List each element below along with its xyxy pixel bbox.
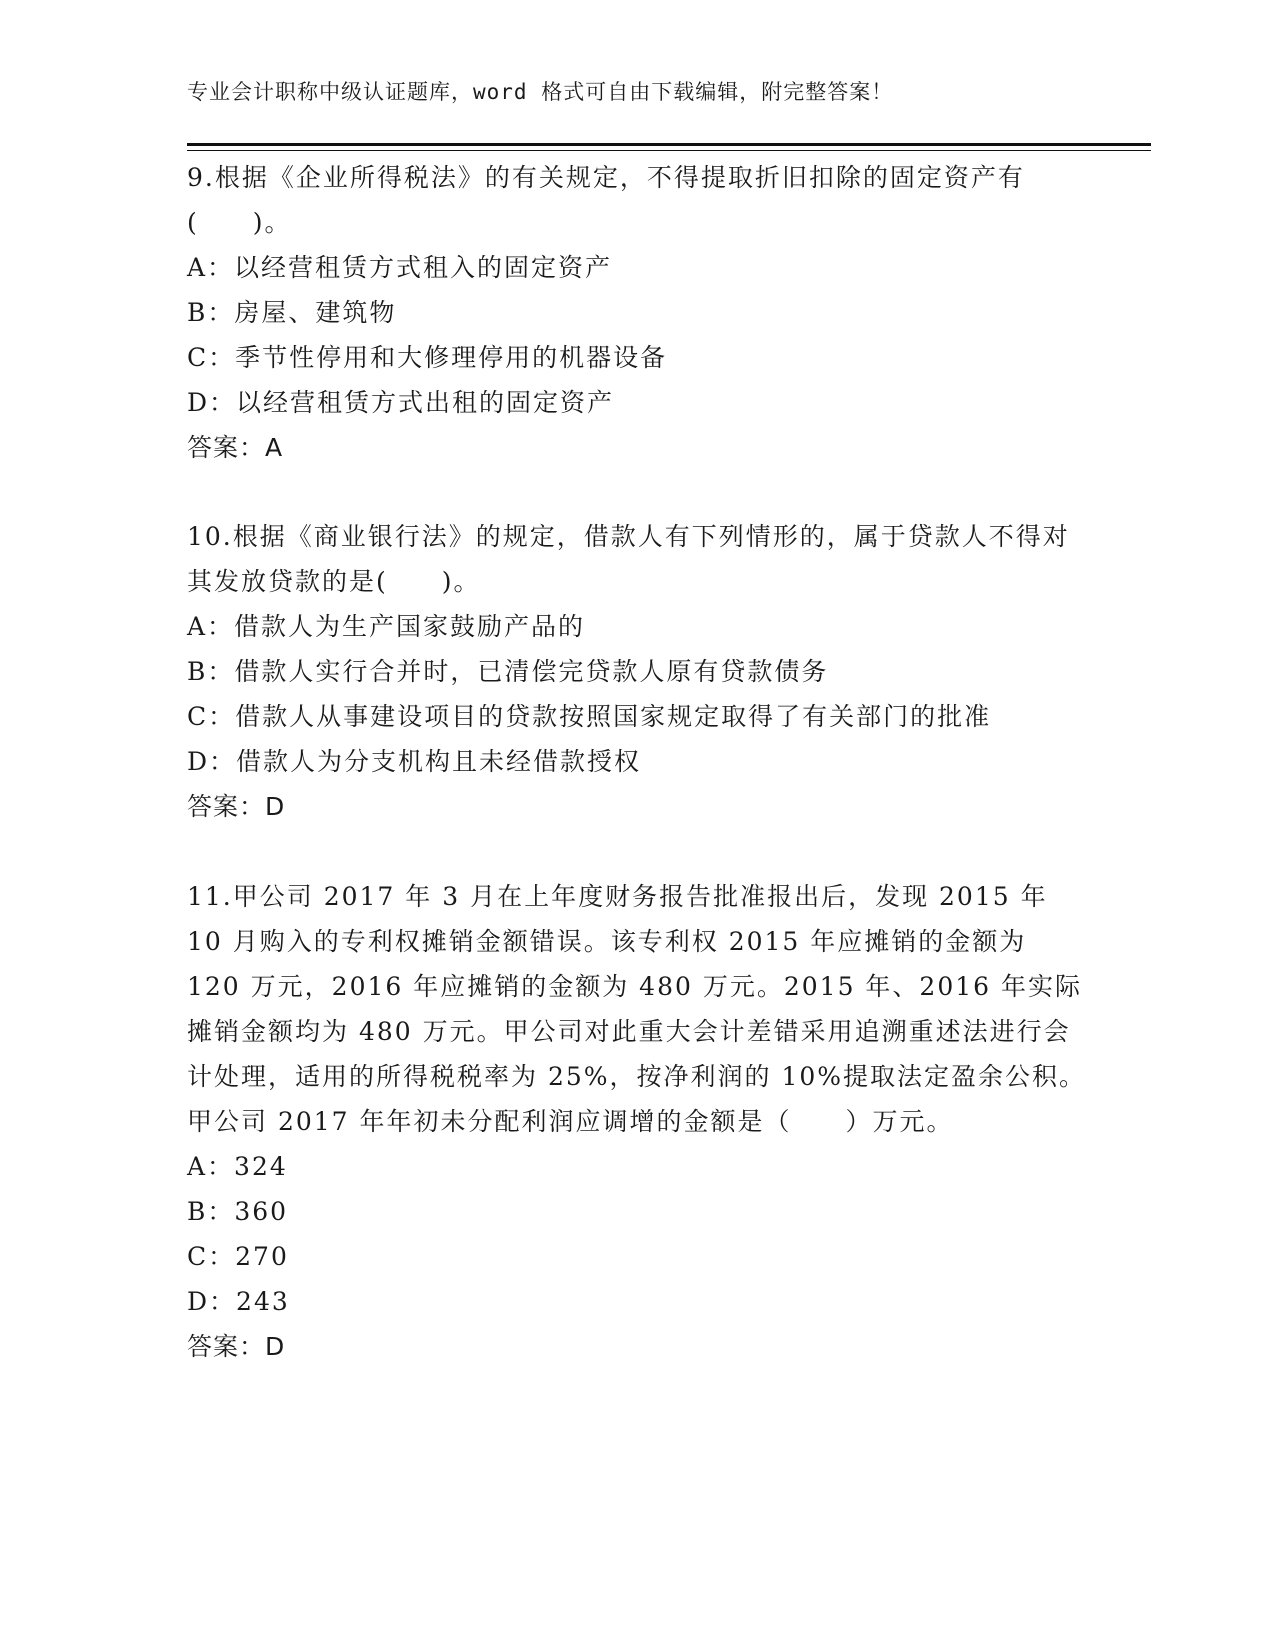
question-stem: 9.根据《企业所得税法》的有关规定，不得提取折旧扣除的固定资产有( )。 <box>187 163 1025 237</box>
option-d: D：借款人为分支机构且未经借款授权 <box>187 747 642 776</box>
document-header: 专业会计职称中级认证题库，word 格式可自由下载编辑，附完整答案！ <box>187 80 894 104</box>
answer-label: 答案：D <box>187 1332 286 1361</box>
header-rule-thin <box>187 150 1151 151</box>
header-rule-thick <box>187 143 1151 146</box>
option-b: B：借款人实行合并时，已清偿完贷款人原有贷款债务 <box>187 657 829 686</box>
question-9 <box>187 155 1087 470</box>
option-d: D：243 <box>187 1287 290 1316</box>
option-d: D：以经营租赁方式出租的固定资产 <box>187 388 615 417</box>
option-c: C：季节性停用和大修理停用的机器设备 <box>187 343 668 372</box>
answer-label: 答案：A <box>187 433 284 462</box>
answer-label: 答案：D <box>187 792 286 821</box>
option-c: C：270 <box>187 1242 289 1271</box>
option-a: A：以经营租赁方式租入的固定资产 <box>187 253 613 282</box>
option-c: C：借款人从事建设项目的贷款按照国家规定取得了有关部门的批准 <box>187 702 992 731</box>
question-10 <box>187 514 1087 829</box>
question-11 <box>187 874 1087 1369</box>
option-a: A：324 <box>187 1152 288 1181</box>
option-b: B：房屋、建筑物 <box>187 298 397 327</box>
option-a: A：借款人为生产国家鼓励产品的 <box>187 612 586 641</box>
option-b: B：360 <box>187 1197 289 1226</box>
question-stem: 11.甲公司 2017 年 3 月在上年度财务报告批准报出后，发现 2015 年 10 月购入的专利权摊销金额错误。该专利权 2015 年应摊销的金额为 120 万元，2016 年应摊销的金额为 480 万元。2015 年、2016 年实际摊销金额均为 480 万元。甲公司对此重大会计差错采用追溯重述法进行会计处理，适用的所得税税率为 25%，按净利润的 10%提取法定盈余公积。甲公司 2017 年年初未分配利润应调增的金额是（ ）万元。 <box>187 882 1087 1136</box>
question-stem: 10.根据《商业银行法》的规定，借款人有下列情形的，属于贷款人不得对其发放贷款的是( )。 <box>187 522 1070 596</box>
